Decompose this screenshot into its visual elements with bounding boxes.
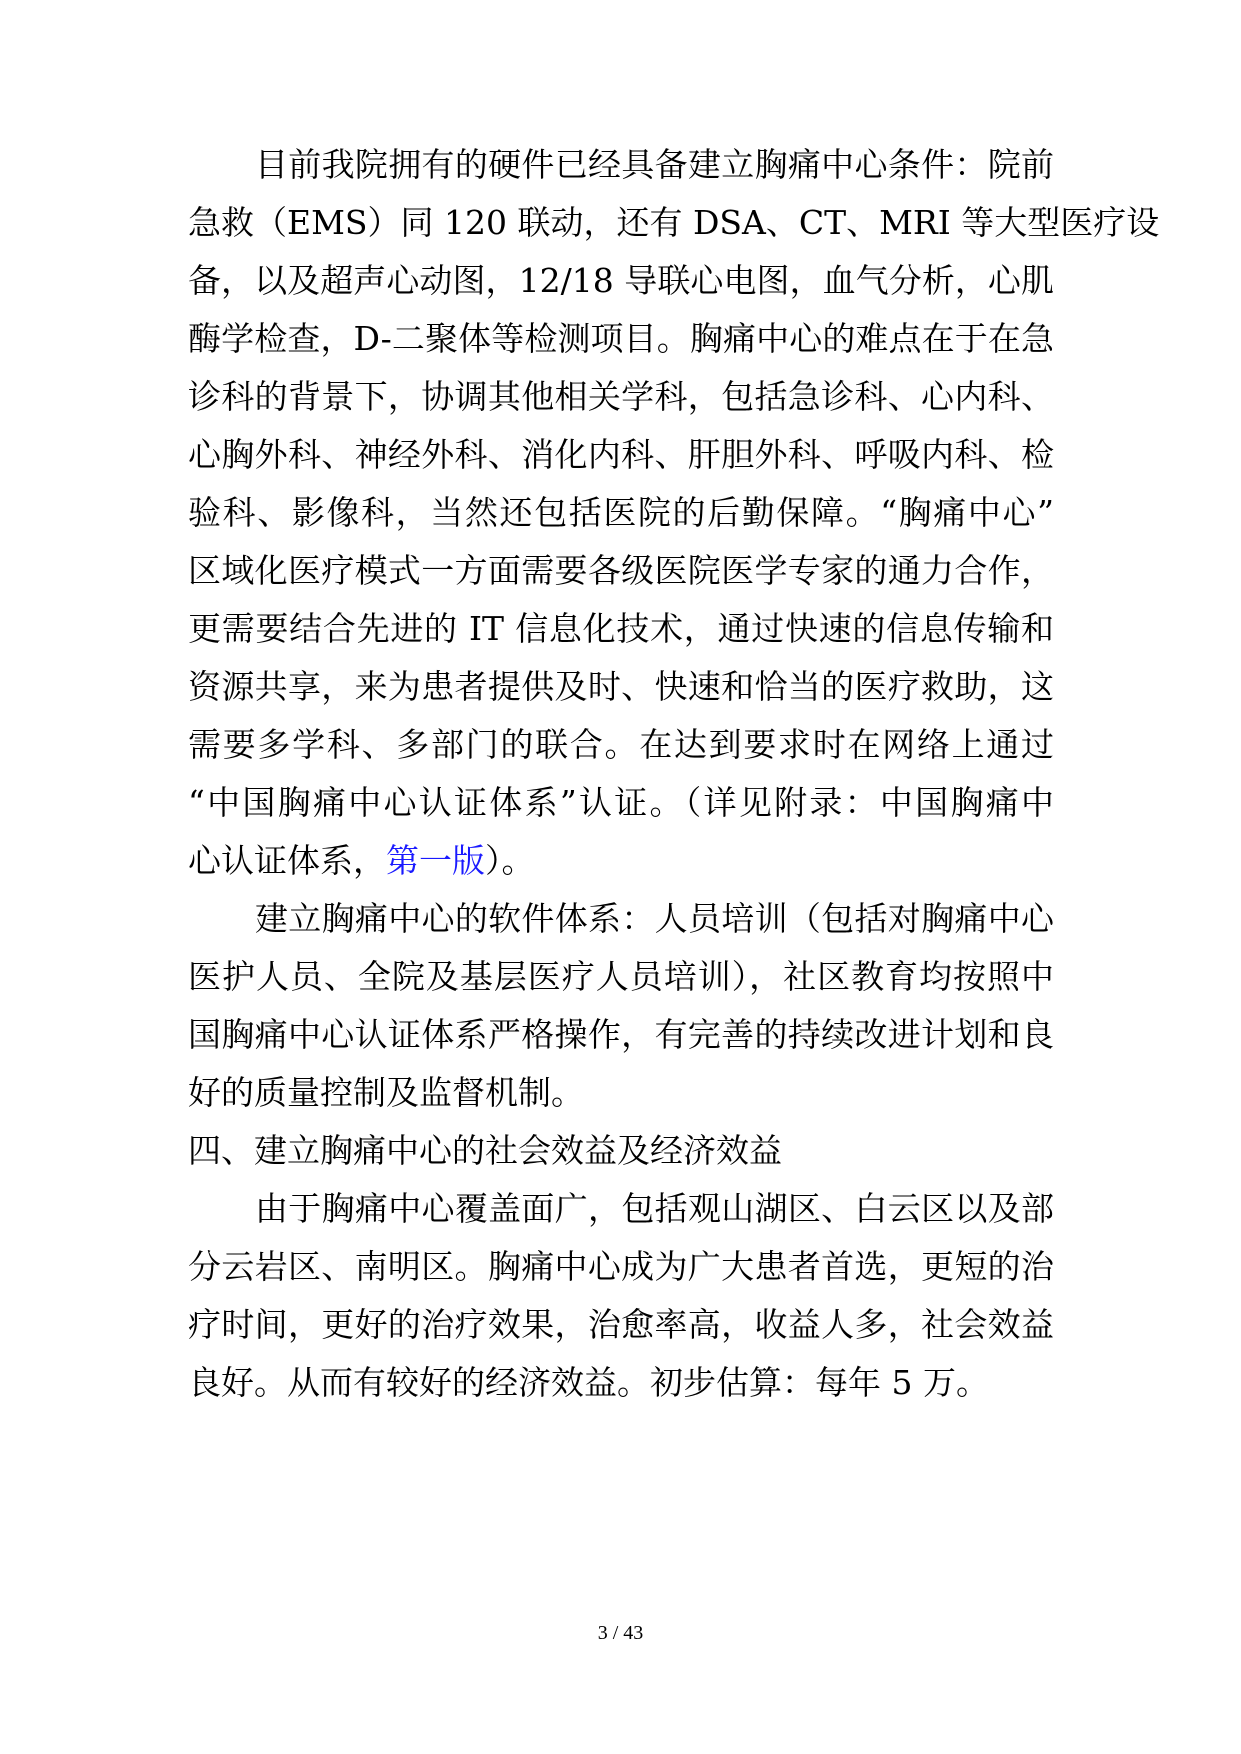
paragraph-1-line-4: 酶学检查，D-二聚体等检测项目。胸痛中心的难点在于在急 xyxy=(188,319,1054,358)
paragraph-1-line-12: “中国胸痛中心认证体系”认证。（详见附录：中国胸痛中 xyxy=(188,783,1054,822)
paragraph-1-line-2: 急救（EMS）同 120 联动，还有 DSA、CT、MRI 等大型医疗设 xyxy=(188,203,1160,242)
paragraph-3-line-3: 疗时间，更好的治疗效果，治愈率高，收益人多，社会效益 xyxy=(188,1305,1054,1344)
paragraph-3-line-4: 良好。从而有较好的经济效益。初步估算：每年 5 万。 xyxy=(188,1363,989,1402)
paragraph-1-line-5: 诊科的背景下，协调其他相关学科，包括急诊科、心内科、 xyxy=(188,377,1054,416)
paragraph-1-line-11: 需要多学科、多部门的联合。在达到要求时在网络上通过 xyxy=(188,725,1054,764)
paragraph-1-closing-text: ）。 xyxy=(485,841,535,880)
paragraph-1-line-8: 区域化医疗模式一方面需要各级医院医学专家的通力合作， xyxy=(188,551,1054,590)
paragraph-1-line-7: 验科、影像科，当然还包括医院的后勤保障。“胸痛中心” xyxy=(188,493,1054,532)
paragraph-1-line-10: 资源共享，来为患者提供及时、快速和恰当的医疗救助，这 xyxy=(188,667,1054,706)
first-edition-link[interactable]: 第一版 xyxy=(386,841,485,880)
paragraph-3-line-1: 由于胸痛中心覆盖面广，包括观山湖区、白云区以及部 xyxy=(255,1189,1054,1228)
paragraph-1-line-9: 更需要结合先进的 IT 信息化技术，通过快速的信息传输和 xyxy=(188,609,1054,648)
paragraph-1-line-6: 心胸外科、神经外科、消化内科、肝胆外科、呼吸内科、检 xyxy=(188,435,1054,474)
paragraph-2-line-3: 国胸痛中心认证体系严格操作，有完善的持续改进计划和良 xyxy=(188,1015,1054,1054)
paragraph-2-line-1: 建立胸痛中心的软件体系：人员培训（包括对胸痛中心 xyxy=(255,899,1054,938)
paragraph-1-line-13 xyxy=(188,836,535,886)
paragraph-1-line-1: 目前我院拥有的硬件已经具备建立胸痛中心条件：院前 xyxy=(255,145,1054,184)
page-number: 3 / 43 xyxy=(597,1622,644,1644)
section-heading: 四、建立胸痛中心的社会效益及经济效益 xyxy=(188,1131,782,1170)
paragraph-1-line-3: 备，以及超声心动图，12/18 导联心电图，血气分析，心肌 xyxy=(188,261,1054,300)
paragraph-2-line-4: 好的质量控制及监督机制。 xyxy=(188,1073,584,1112)
paragraph-1-last-text: 心认证体系， xyxy=(188,841,386,880)
paragraph-2-line-2: 医护人员、全院及基层医疗人员培训），社区教育均按照中 xyxy=(188,957,1054,996)
paragraph-3-line-2: 分云岩区、南明区。胸痛中心成为广大患者首选，更短的治 xyxy=(188,1247,1054,1286)
